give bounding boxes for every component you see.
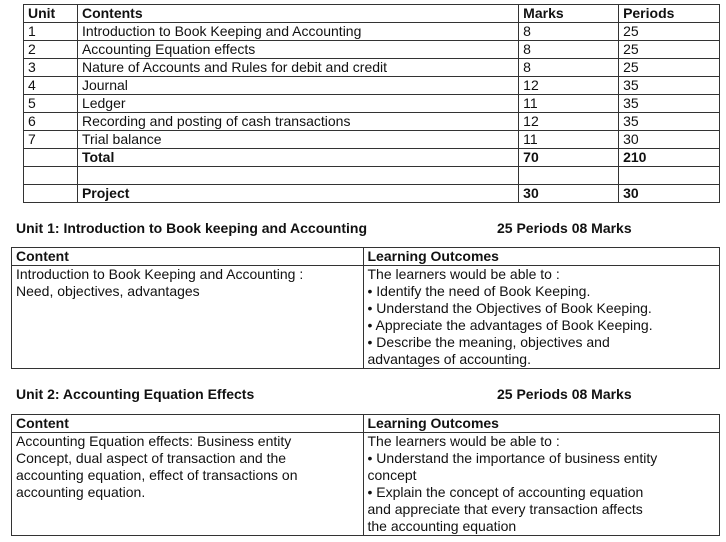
unit2-outcomes-header: Learning Outcomes <box>363 415 720 433</box>
table-header-row <box>24 5 720 23</box>
table-row <box>24 131 720 149</box>
table-row <box>24 41 720 59</box>
outcome-line: and appreciate that every transaction affects <box>367 501 643 517</box>
unit-periods: 35 <box>619 77 720 95</box>
table-row <box>24 23 720 41</box>
header-marks: Marks <box>519 5 619 23</box>
outcome-line: • Describe the meaning, objectives and <box>367 334 610 350</box>
outcome-line: • Appreciate the advantages of Book Keeping. <box>367 317 653 333</box>
blank-row <box>24 167 720 185</box>
unit-contents: Nature of Accounts and Rules for debit and credit <box>77 59 518 77</box>
content-line: accounting equation. <box>16 484 146 500</box>
unit1-body-row <box>12 266 720 369</box>
unit-number: 2 <box>24 41 78 59</box>
unit2-outcomes-cell <box>363 433 720 536</box>
unit-periods: 30 <box>619 131 720 149</box>
content-line: Need, objectives, advantages <box>16 283 200 299</box>
content-line: Accounting Equation effects: Business entity <box>16 433 292 449</box>
unit2-body-row <box>12 433 720 536</box>
content-line: Concept, dual aspect of transaction and the <box>16 450 287 466</box>
unit2-periods-marks: 25 Periods 08 Marks <box>497 386 632 402</box>
unit-periods: 25 <box>619 41 720 59</box>
header-periods: Periods <box>619 5 720 23</box>
unit-marks: 11 <box>519 131 619 149</box>
header-unit: Unit <box>24 5 78 23</box>
project-periods: 30 <box>619 185 720 203</box>
unit1-header-row <box>12 248 720 266</box>
unit-number: 4 <box>24 77 78 95</box>
outcome-line: • Explain the concept of accounting equation <box>367 484 644 500</box>
total-label: Total <box>77 149 518 167</box>
unit-marks: 11 <box>519 95 619 113</box>
blank-cell <box>24 167 78 185</box>
unit-contents: Trial balance <box>77 131 518 149</box>
outcome-line: • Identify the need of Book Keeping. <box>367 283 591 299</box>
outcome-line: The learners would be able to : <box>367 266 560 282</box>
table-row <box>24 77 720 95</box>
unit1-table <box>11 247 720 369</box>
project-label: Project <box>77 185 518 203</box>
unit-contents: Recording and posting of cash transactions <box>77 113 518 131</box>
content-line: Introduction to Book Keeping and Accounting : <box>16 266 304 282</box>
outcome-line: • Understand the importance of business entity <box>367 450 658 466</box>
blank-cell <box>619 167 720 185</box>
total-marks: 70 <box>519 149 619 167</box>
project-empty-cell <box>24 185 78 203</box>
blank-cell <box>77 167 518 185</box>
unit-periods: 35 <box>619 95 720 113</box>
unit-periods: 25 <box>619 23 720 41</box>
total-periods: 210 <box>619 149 720 167</box>
outcome-line: • Understand the Objectives of Book Keeping. <box>367 300 652 316</box>
outcome-line: concept <box>367 467 417 483</box>
unit-periods: 35 <box>619 113 720 131</box>
unit2-title: Unit 2: Accounting Equation Effects <box>16 386 255 402</box>
unit-periods: 25 <box>619 59 720 77</box>
unit1-content-header: Content <box>12 248 364 266</box>
unit-marks: 8 <box>519 41 619 59</box>
unit-number: 6 <box>24 113 78 131</box>
total-row <box>24 149 720 167</box>
unit-contents: Accounting Equation effects <box>77 41 518 59</box>
header-contents: Contents <box>77 5 518 23</box>
unit-number: 3 <box>24 59 78 77</box>
unit1-content-cell <box>12 266 364 369</box>
syllabus-table <box>23 4 720 203</box>
outcome-line: advantages of accounting. <box>367 351 531 367</box>
unit1-outcomes-header: Learning Outcomes <box>363 248 720 266</box>
project-row <box>24 185 720 203</box>
content-line: accounting equation, effect of transactions on <box>16 467 298 483</box>
unit2-table <box>11 414 720 536</box>
unit2-content-cell <box>12 433 364 536</box>
total-empty-cell <box>24 149 78 167</box>
unit-number: 7 <box>24 131 78 149</box>
blank-cell <box>519 167 619 185</box>
outcome-line: the accounting equation <box>367 518 517 534</box>
unit2-header-row <box>12 415 720 433</box>
unit1-outcomes-cell <box>363 266 720 369</box>
unit-number: 1 <box>24 23 78 41</box>
unit1-periods-marks: 25 Periods 08 Marks <box>497 220 632 236</box>
outcome-line: The learners would be able to : <box>367 433 560 449</box>
table-row <box>24 59 720 77</box>
unit-marks: 8 <box>519 23 619 41</box>
unit2-content-header: Content <box>12 415 364 433</box>
unit-number: 5 <box>24 95 78 113</box>
table-row <box>24 95 720 113</box>
unit-marks: 12 <box>519 77 619 95</box>
unit1-title: Unit 1: Introduction to Book keeping and Accounting <box>16 220 368 236</box>
unit-contents: Ledger <box>77 95 518 113</box>
unit-marks: 8 <box>519 59 619 77</box>
unit-contents: Journal <box>77 77 518 95</box>
unit-contents: Introduction to Book Keeping and Accounting <box>77 23 518 41</box>
project-marks: 30 <box>519 185 619 203</box>
unit-marks: 12 <box>519 113 619 131</box>
table-row <box>24 113 720 131</box>
